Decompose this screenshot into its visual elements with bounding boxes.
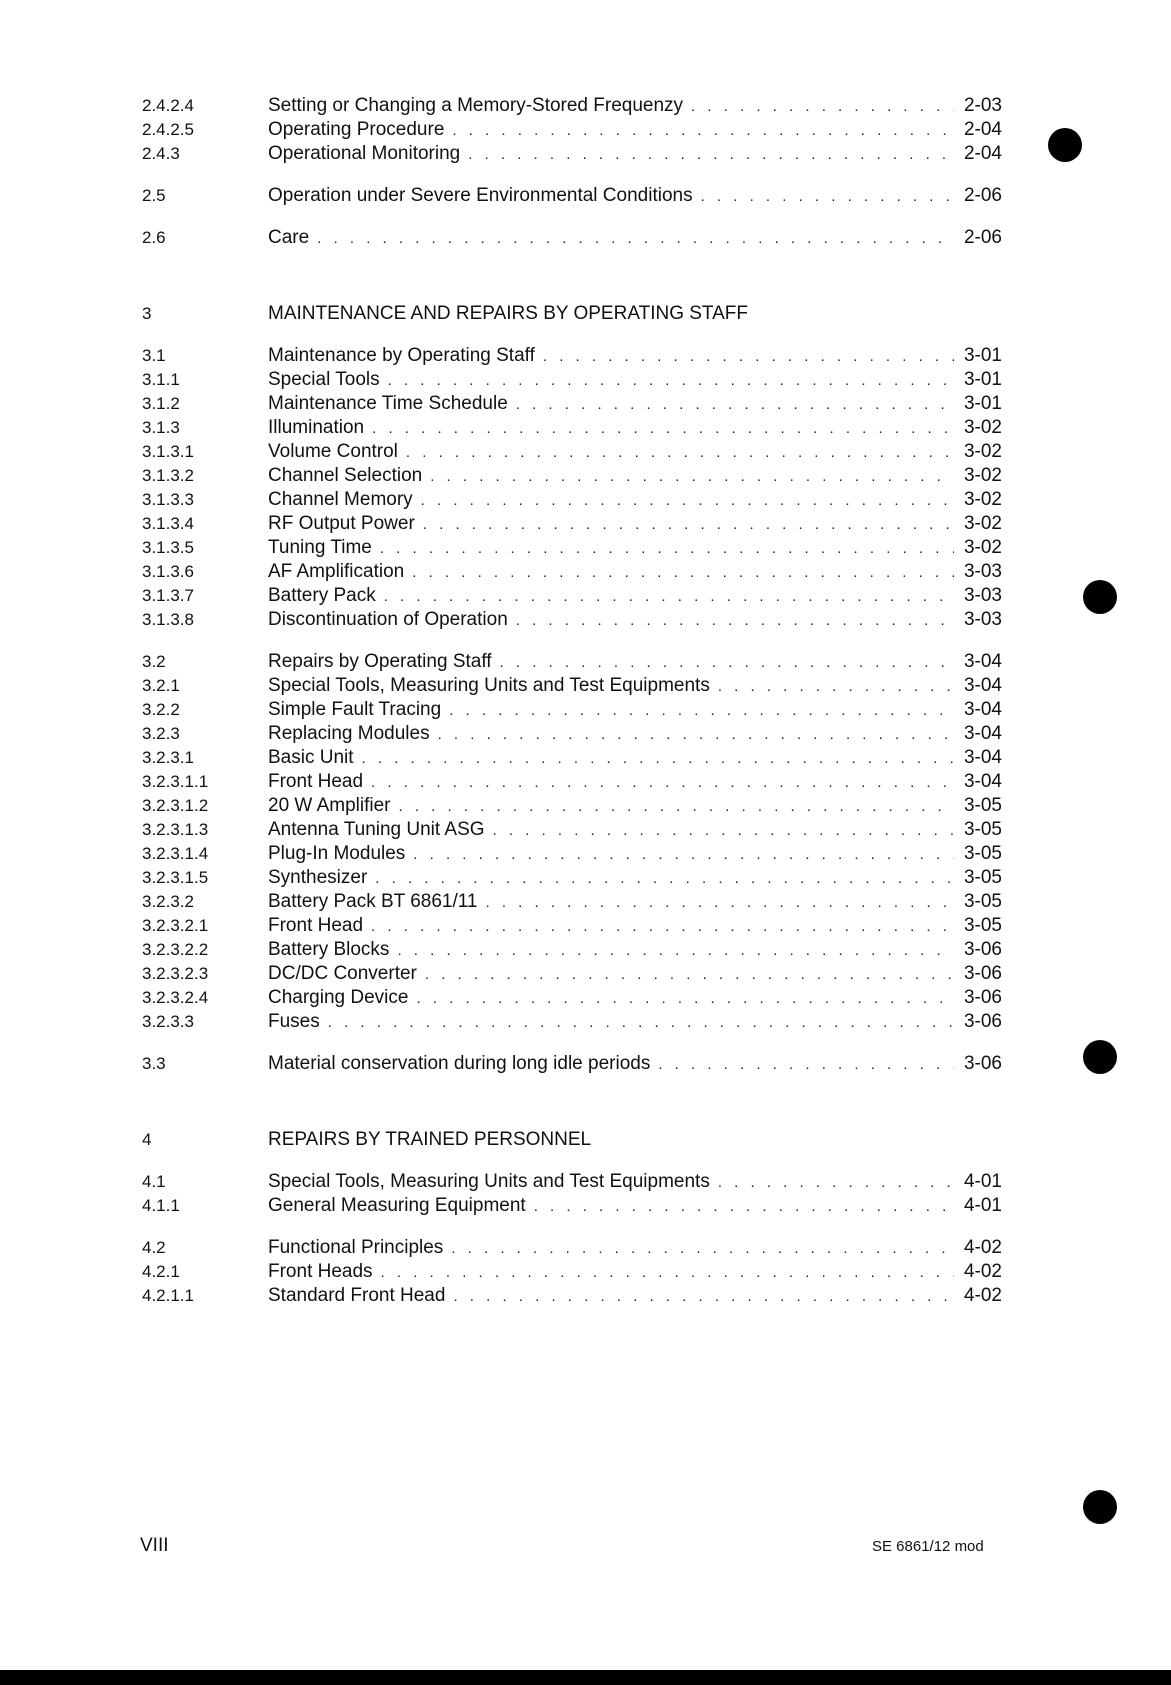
toc-entry[interactable] [142, 560, 1002, 584]
section-number: 3.1.3 [142, 418, 180, 437]
page-reference: 3-03 [963, 609, 1002, 630]
toc-entry[interactable] [142, 184, 1002, 208]
toc-entry[interactable] [142, 118, 1002, 142]
toc-group-3-2 [142, 650, 1002, 1034]
section-number: 3.2.3.1.5 [142, 868, 209, 887]
section-title: Material conservation during long idle periods [268, 1053, 651, 1074]
section-title: RF Output Power [268, 513, 415, 534]
page-number-label: VIII [140, 1535, 169, 1556]
section-number: 3.1.1 [142, 370, 180, 389]
section-number: 3.2.3.2.2 [142, 940, 209, 959]
section-title: Operating Procedure [268, 119, 445, 140]
page-reference: 3-04 [963, 723, 1002, 744]
toc-entry[interactable] [142, 142, 1002, 166]
page-reference: 3-05 [963, 915, 1002, 936]
section-number: 4.2.1.1 [142, 1286, 194, 1305]
page-reference: 3-02 [963, 513, 1002, 534]
section-title: Front Head [268, 771, 364, 792]
dot-leader [701, 185, 954, 209]
dot-leader [516, 393, 954, 417]
section-title: Battery Blocks [268, 939, 390, 960]
chapter-title: MAINTENANCE AND REPAIRS BY OPERATING STAFF [268, 303, 749, 324]
page-reference: 4-01 [963, 1171, 1002, 1192]
dot-leader [516, 609, 954, 633]
toc-entry[interactable] [142, 770, 1002, 794]
toc-entry[interactable] [142, 536, 1002, 560]
toc-entry[interactable] [142, 698, 1002, 722]
toc-entry[interactable] [142, 722, 1002, 746]
dot-leader [452, 119, 954, 143]
page-reference: 3-05 [963, 867, 1002, 888]
toc-entry[interactable] [142, 746, 1002, 770]
dot-leader [485, 891, 954, 915]
section-title: Maintenance Time Schedule [268, 393, 508, 414]
chapter-4-heading [142, 1128, 1002, 1152]
dot-leader [438, 723, 954, 747]
section-title: Repairs by Operating Staff [268, 651, 492, 672]
dot-leader [328, 1011, 954, 1035]
toc-entry[interactable] [142, 512, 1002, 536]
chapter-number: 3 [142, 304, 152, 323]
section-number: 3.2.3.2.4 [142, 988, 209, 1007]
page-reference: 3-06 [963, 963, 1002, 984]
section-title: Standard Front Head [268, 1285, 446, 1306]
section-title: Functional Principles [268, 1237, 444, 1258]
dot-leader [416, 987, 954, 1011]
toc-entry[interactable] [142, 344, 1002, 368]
dot-leader [317, 227, 954, 251]
section-title: Operational Monitoring [268, 143, 461, 164]
page-reference: 3-02 [963, 537, 1002, 558]
dot-leader [468, 143, 954, 167]
dot-leader [362, 747, 954, 771]
dot-leader [375, 867, 954, 891]
page-reference: 3-04 [963, 747, 1002, 768]
toc-entry[interactable] [142, 1260, 1002, 1284]
section-title: Battery Pack [268, 585, 376, 606]
toc-entry[interactable] [142, 584, 1002, 608]
toc-group-2-4 [142, 94, 1002, 166]
section-number: 3.2.3.2.3 [142, 964, 209, 983]
section-title: Charging Device [268, 987, 409, 1008]
section-title: Fuses [268, 1011, 320, 1032]
section-title: 20 W Amplifier [268, 795, 391, 816]
dot-leader [449, 699, 954, 723]
toc-group-2-5 [142, 184, 1002, 208]
page-reference: 3-04 [963, 771, 1002, 792]
dot-leader [430, 465, 954, 489]
section-number: 3.1.3.5 [142, 538, 194, 557]
chapter-number: 4 [142, 1130, 152, 1149]
section-number: 3.3 [142, 1054, 166, 1073]
dot-leader [421, 489, 954, 513]
section-number: 4.2.1 [142, 1262, 180, 1281]
section-title: Maintenance by Operating Staff [268, 345, 535, 366]
dot-leader [398, 795, 954, 819]
page-reference: 3-04 [963, 675, 1002, 696]
toc-entry[interactable] [142, 914, 1002, 938]
section-number: 3.1 [142, 346, 166, 365]
page-reference: 3-04 [963, 651, 1002, 672]
dot-leader [388, 369, 954, 393]
punch-hole [1083, 580, 1117, 614]
section-number: 3.2.3.1.3 [142, 820, 209, 839]
dot-leader [691, 95, 954, 119]
page-reference: 2-04 [963, 119, 1002, 140]
toc-entry[interactable] [142, 94, 1002, 118]
chapter-title: REPAIRS BY TRAINED PERSONNEL [268, 1129, 592, 1150]
section-number: 2.4.3 [142, 144, 180, 163]
section-number: 2.6 [142, 228, 166, 247]
dot-leader [371, 915, 954, 939]
page-reference: 3-01 [963, 369, 1002, 390]
section-number: 2.4.2.4 [142, 96, 194, 115]
toc-entry[interactable] [142, 1194, 1002, 1218]
toc-entry[interactable] [142, 890, 1002, 914]
dot-leader [543, 345, 954, 369]
section-title: Illumination [268, 417, 365, 438]
toc-group-2-6 [142, 226, 1002, 250]
dot-leader [493, 819, 954, 843]
table-of-contents [142, 94, 1002, 1326]
scan-edge-bar [0, 1670, 1171, 1685]
page-reference: 3-05 [963, 819, 1002, 840]
section-title: Battery Pack BT 6861/11 [268, 891, 478, 912]
section-title: Operation under Severe Environmental Conditions [268, 185, 693, 206]
dot-leader [718, 1171, 954, 1195]
section-number: 3.1.2 [142, 394, 180, 413]
section-title: Special Tools, Measuring Units and Test Equipments [268, 1171, 710, 1192]
page-reference: 3-06 [963, 987, 1002, 1008]
dot-leader [534, 1195, 954, 1219]
toc-group-3-3 [142, 1052, 1002, 1076]
toc-entry[interactable] [142, 818, 1002, 842]
section-title: Basic Unit [268, 747, 354, 768]
section-number: 3.2.3.1 [142, 748, 194, 767]
section-title: Setting or Changing a Memory-Stored Frequenzy [268, 95, 684, 116]
page-reference: 2-04 [963, 143, 1002, 164]
toc-group-3-1 [142, 344, 1002, 632]
page-reference: 4-02 [963, 1261, 1002, 1282]
toc-entry[interactable] [142, 392, 1002, 416]
section-number: 2.5 [142, 186, 166, 205]
page-reference: 3-04 [963, 699, 1002, 720]
page-reference: 2-06 [963, 227, 1002, 248]
section-title: Discontinuation of Operation [268, 609, 508, 630]
page-reference: 3-01 [963, 393, 1002, 414]
page-reference: 3-05 [963, 891, 1002, 912]
page-reference: 3-03 [963, 561, 1002, 582]
section-number: 3.1.3.6 [142, 562, 194, 581]
section-title: Channel Memory [268, 489, 413, 510]
toc-entry[interactable] [142, 1010, 1002, 1034]
section-title: Special Tools, Measuring Units and Test Equipments [268, 675, 710, 696]
section-number: 3.1.3.8 [142, 610, 194, 629]
toc-group-4-1 [142, 1170, 1002, 1218]
dot-leader [372, 417, 954, 441]
dot-leader [413, 843, 954, 867]
section-title: General Measuring Equipment [268, 1195, 526, 1216]
section-number: 3.2.2 [142, 700, 180, 719]
page-reference: 3-06 [963, 1053, 1002, 1074]
toc-entry[interactable] [142, 842, 1002, 866]
page-reference: 3-01 [963, 345, 1002, 366]
dot-leader [384, 585, 954, 609]
document-id: SE 6861/12 mod [872, 1538, 984, 1555]
page-reference: 4-02 [963, 1285, 1002, 1306]
section-title: Care [268, 227, 310, 248]
dot-leader [658, 1053, 954, 1077]
toc-entry[interactable] [142, 488, 1002, 512]
section-number: 3.2.1 [142, 676, 180, 695]
page-reference: 3-05 [963, 843, 1002, 864]
page-reference: 3-02 [963, 441, 1002, 462]
section-title: Plug-In Modules [268, 843, 406, 864]
page-reference: 3-02 [963, 417, 1002, 438]
toc-entry[interactable] [142, 1236, 1002, 1260]
punch-hole [1083, 1490, 1117, 1524]
section-title: DC/DC Converter [268, 963, 417, 984]
dot-leader [397, 939, 954, 963]
page-reference: 3-02 [963, 489, 1002, 510]
section-number: 3.2.3.1.1 [142, 772, 209, 791]
toc-entry[interactable] [142, 416, 1002, 440]
toc-entry[interactable] [142, 608, 1002, 632]
dot-leader [412, 561, 954, 585]
dot-leader [423, 513, 954, 537]
dot-leader [453, 1285, 954, 1309]
page-reference: 3-06 [963, 1011, 1002, 1032]
section-title: Replacing Modules [268, 723, 430, 744]
page-reference: 3-06 [963, 939, 1002, 960]
section-number: 4.2 [142, 1238, 166, 1257]
toc-entry[interactable] [142, 1052, 1002, 1076]
toc-group-4-2 [142, 1236, 1002, 1308]
dot-leader [718, 675, 954, 699]
chapter-heading-row [142, 302, 1002, 326]
chapter-heading-row [142, 1128, 1002, 1152]
section-number: 2.4.2.5 [142, 120, 194, 139]
section-number: 3.1.3.2 [142, 466, 194, 485]
dot-leader [500, 651, 954, 675]
section-number: 3.2.3.2.1 [142, 916, 209, 935]
punch-hole [1083, 1040, 1117, 1074]
section-title: AF Amplification [268, 561, 405, 582]
punch-hole [1048, 128, 1082, 162]
toc-entry[interactable] [142, 226, 1002, 250]
section-title: Volume Control [268, 441, 398, 462]
dot-leader [425, 963, 954, 987]
page-reference: 3-05 [963, 795, 1002, 816]
toc-entry[interactable] [142, 1170, 1002, 1194]
section-title: Special Tools [268, 369, 380, 390]
toc-entry[interactable] [142, 674, 1002, 698]
section-number: 3.2.3.2 [142, 892, 194, 911]
section-number: 3.2.3.1.4 [142, 844, 209, 863]
section-number: 3.2.3.3 [142, 1012, 194, 1031]
section-title: Simple Fault Tracing [268, 699, 442, 720]
section-number: 3.1.3.3 [142, 490, 194, 509]
page-reference: 4-02 [963, 1237, 1002, 1258]
page-reference: 3-02 [963, 465, 1002, 486]
page-reference: 2-03 [963, 95, 1002, 116]
section-title: Channel Selection [268, 465, 423, 486]
page-reference: 2-06 [963, 185, 1002, 206]
section-title: Synthesizer [268, 867, 368, 888]
toc-entry[interactable] [142, 938, 1002, 962]
section-title: Antenna Tuning Unit ASG [268, 819, 485, 840]
toc-entry[interactable] [142, 986, 1002, 1010]
dot-leader [381, 1261, 954, 1285]
page-reference: 3-03 [963, 585, 1002, 606]
toc-entry[interactable] [142, 962, 1002, 986]
page-reference: 4-01 [963, 1195, 1002, 1216]
section-number: 3.1.3.7 [142, 586, 194, 605]
section-number: 3.2 [142, 652, 166, 671]
toc-entry[interactable] [142, 368, 1002, 392]
toc-entry[interactable] [142, 650, 1002, 674]
toc-entry[interactable] [142, 866, 1002, 890]
section-number: 3.1.3.1 [142, 442, 194, 461]
section-title: Front Heads [268, 1261, 373, 1282]
dot-leader [451, 1237, 954, 1261]
dot-leader [406, 441, 954, 465]
toc-entry[interactable] [142, 464, 1002, 488]
section-title: Tuning Time [268, 537, 372, 558]
toc-entry[interactable] [142, 440, 1002, 464]
toc-entry[interactable] [142, 1284, 1002, 1308]
section-number: 4.1 [142, 1172, 166, 1191]
section-title: Front Head [268, 915, 364, 936]
dot-leader [371, 771, 954, 795]
section-number: 3.2.3.1.2 [142, 796, 209, 815]
section-number: 3.1.3.4 [142, 514, 194, 533]
chapter-3-heading [142, 302, 1002, 326]
section-number: 3.2.3 [142, 724, 180, 743]
section-number: 4.1.1 [142, 1196, 180, 1215]
dot-leader [380, 537, 954, 561]
toc-entry[interactable] [142, 794, 1002, 818]
